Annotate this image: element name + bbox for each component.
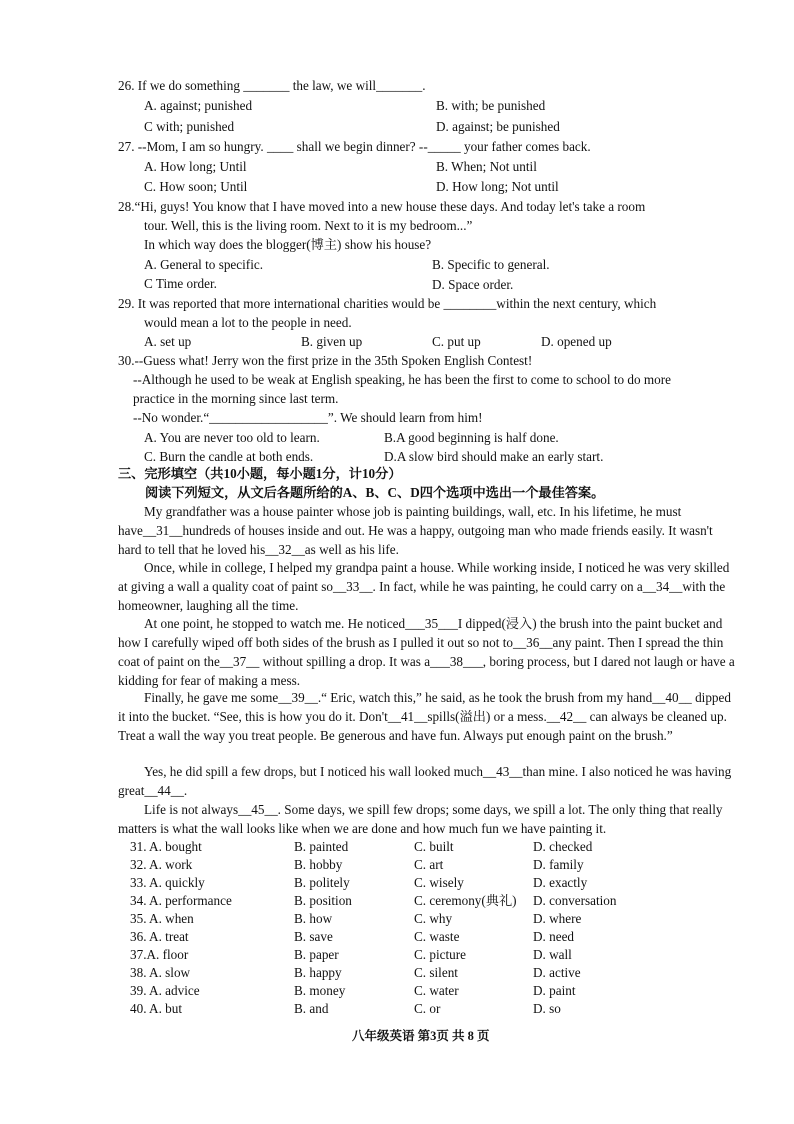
option-31-c: C. built xyxy=(414,839,454,854)
q27-option-b: B. When; Not until xyxy=(436,159,537,174)
q30-stem-line2: --Although he used to be weak at English speaking, he has been the first to come to school to do more xyxy=(133,372,671,387)
option-31-d: D. checked xyxy=(533,839,593,854)
passage-paragraph-6: Life is not always__45__. Some days, we spill few drops; some days, we spill a lot. The only thing that really matters is what the wall looks like when we are done and how much fun we have painting it. xyxy=(118,802,723,836)
q26-option-d: D. against; be punished xyxy=(436,119,560,134)
q29-stem-line1: 29. It was reported that more international charities would be ________within the next century, which xyxy=(118,296,657,311)
option-40-a: 40. A. but xyxy=(130,1001,183,1016)
option-34-d: D. conversation xyxy=(533,893,617,908)
option-39-c: C. water xyxy=(414,983,459,998)
q28-option-c: C Time order. xyxy=(144,276,217,291)
passage-paragraph-2: Once, while in college, I helped my grandpa paint a house. While working inside, I noticed he was very skilled at giving a wall a quality coat of paint so__33__. In fact, while he was painting, he could carry on a__34__with the homeowner, laughing all the time. xyxy=(118,560,730,613)
option-36-d: D. need xyxy=(533,929,575,944)
option-33-a: 33. A. quickly xyxy=(130,875,205,890)
option-38-a: 38. A. slow xyxy=(130,965,191,980)
passage-paragraph-3: At one point, he stopped to watch me. He noticed___35___I dipped(浸入) the brush into the paint bucket and how I carefully wiped off both sides of the brush as I pulled it out so not to__36__any paint. Then I spread the thin coat of paint on the__37__ without spilling a drop. It was a___38___, boring process, but I dared not laugh or have a kidding for fear of making a mess. xyxy=(118,616,735,688)
q30-stem-line4: --No wonder.“__________________”. We should learn from him! xyxy=(133,410,483,425)
option-31-b: B. painted xyxy=(294,839,349,854)
q27-option-d: D. How long; Not until xyxy=(436,179,559,194)
section-instruction: 阅读下列短文，从文后各题所给的A、B、C、D四个选项中选出一个最佳答案。 xyxy=(145,485,605,500)
q26-stem: 26. If we do something _______ the law, we will_______. xyxy=(118,78,426,93)
q28-stem-line3: In which way does the blogger(博主) show his house? xyxy=(144,237,432,252)
q29-option-d: D. opened up xyxy=(541,334,612,349)
q26-option-c: C with; punished xyxy=(144,119,235,134)
passage-paragraph-5: Yes, he did spill a few drops, but I noticed his wall looked much__43__than mine. I also noticed he was having great__44__. xyxy=(118,764,732,798)
q30-stem-line3: practice in the morning since last term. xyxy=(133,391,339,406)
option-38-c: C. silent xyxy=(414,965,458,980)
page-footer: 八年级英语 第3页 共 8 页 xyxy=(352,1029,490,1043)
q26-option-b: B. with; be punished xyxy=(436,98,546,113)
option-37-a: 37.A. floor xyxy=(130,947,189,962)
option-40-b: B. and xyxy=(294,1001,329,1016)
option-39-d: D. paint xyxy=(533,983,576,998)
option-32-d: D. family xyxy=(533,857,584,872)
option-39-a: 39. A. advice xyxy=(130,983,200,998)
option-40-c: C. or xyxy=(414,1001,441,1016)
q29-option-a: A. set up xyxy=(144,334,192,349)
option-38-d: D. active xyxy=(533,965,581,980)
option-34-a: 34. A. performance xyxy=(130,893,232,908)
option-35-d: D. where xyxy=(533,911,582,926)
option-31-a: 31. A. bought xyxy=(130,839,202,854)
q28-option-a: A. General to specific. xyxy=(144,257,264,272)
q29-option-c: C. put up xyxy=(432,334,481,349)
q30-stem-line1: 30.--Guess what! Jerry won the first prize in the 35th Spoken English Contest! xyxy=(118,353,533,368)
q30-option-b: B.A good beginning is half done. xyxy=(384,430,559,445)
option-33-c: C. wisely xyxy=(414,875,464,890)
option-33-b: B. politely xyxy=(294,875,350,890)
q28-stem-line1: 28.“Hi, guys! You know that I have moved into a new house these days. And today let's take a room xyxy=(118,199,646,214)
q30-option-d: D.A slow bird should make an early start. xyxy=(384,449,604,464)
q28-option-b: B. Specific to general. xyxy=(432,257,550,272)
q28-option-d: D. Space order. xyxy=(432,277,514,292)
passage-paragraph-4: Finally, he gave me some__39__.“ Eric, watch this,” he said, as he took the brush from my hand__40__ dipped it into the bucket. “See, this is how you do it. Don't__41__spills(溢出) or a mess.__42__ can always be cleaned up. Treat a wall the way you treat people. Be generous and have fun. Always put enough paint on the brush.” xyxy=(118,690,731,743)
passage-paragraph-1: My grandfather was a house painter whose job is painting buildings, wall, etc. In his lifetime, he must have__31__hundreds of houses inside and out. He was a happy, outgoing man who made friends easily. It wasn't hard to tell that he loved his__32__as well as his life. xyxy=(118,504,713,557)
section-title: 三、完形填空（共10小题，每小题1分，计10分） xyxy=(118,466,402,481)
option-37-b: B. paper xyxy=(294,947,339,962)
option-36-a: 36. A. treat xyxy=(130,929,189,944)
q28-stem-line2: tour. Well, this is the living room. Next to it is my bedroom...” xyxy=(144,218,473,233)
q26-option-a: A. against; punished xyxy=(144,98,253,113)
option-37-c: C. picture xyxy=(414,947,467,962)
q29-stem-line2: would mean a lot to the people in need. xyxy=(144,315,352,330)
option-35-c: C. why xyxy=(414,911,453,926)
q30-option-c: C. Burn the candle at both ends. xyxy=(144,449,314,464)
option-33-d: D. exactly xyxy=(533,875,588,890)
option-34-c: C. ceremony(典礼) xyxy=(414,893,517,908)
option-36-b: B. save xyxy=(294,929,333,944)
option-32-a: 32. A. work xyxy=(130,857,193,872)
option-35-a: 35. A. when xyxy=(130,911,194,926)
q27-option-a: A. How long; Until xyxy=(144,159,247,174)
q27-option-c: C. How soon; Until xyxy=(144,179,248,194)
option-32-c: C. art xyxy=(414,857,444,872)
option-38-b: B. happy xyxy=(294,965,342,980)
q30-option-a: A. You are never too old to learn. xyxy=(144,430,320,445)
q27-stem: 27. --Mom, I am so hungry. ____ shall we begin dinner? --_____ your father comes back. xyxy=(118,139,591,154)
option-40-d: D. so xyxy=(533,1001,561,1016)
option-35-b: B. how xyxy=(294,911,333,926)
option-36-c: C. waste xyxy=(414,929,460,944)
q29-option-b: B. given up xyxy=(301,334,363,349)
option-32-b: B. hobby xyxy=(294,857,343,872)
option-39-b: B. money xyxy=(294,983,346,998)
option-37-d: D. wall xyxy=(533,947,572,962)
option-34-b: B. position xyxy=(294,893,352,908)
